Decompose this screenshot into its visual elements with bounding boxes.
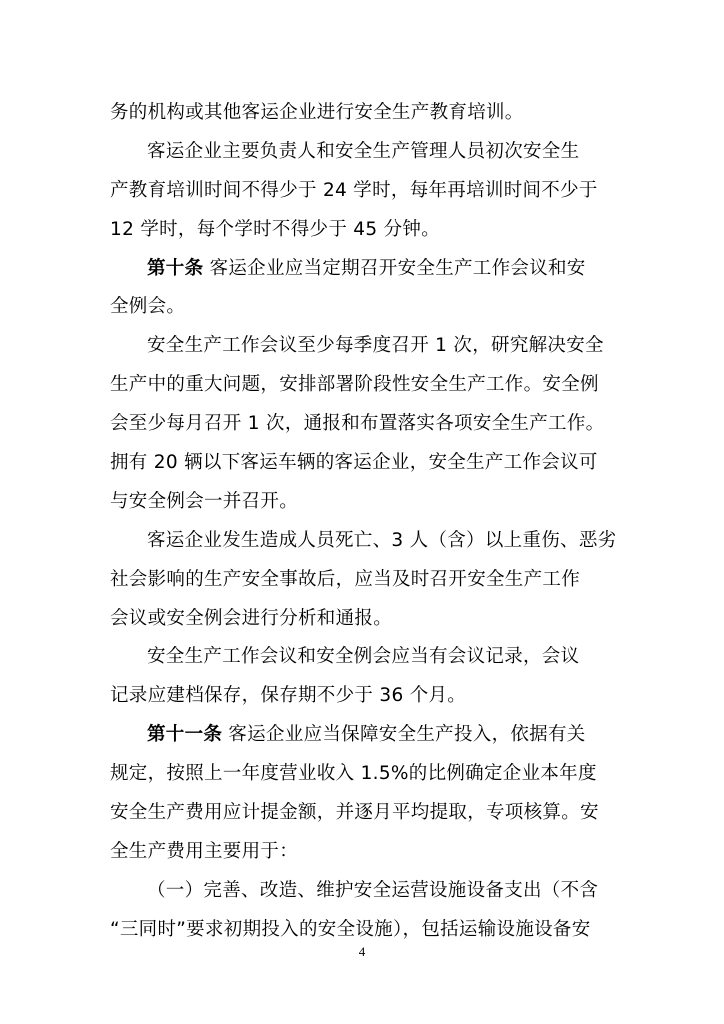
article-text: 客运企业应当保障安全生产投入，依据有关 [222,724,586,746]
text-line: 12 学时，每个学时不得少于 45 分钟。 [110,218,441,240]
text-line: 产教育培训时间不得少于 24 学时，每年再培训时间不少于 [110,179,598,201]
text-line: 务的机构或其他客运企业进行安全生产教育培训。 [110,102,524,123]
text-line: 安全生产费用应计提金额，并逐月平均提取，专项核算。安 [110,802,599,824]
article-heading: 第十条 [147,257,204,279]
text-line: 生产中的重大问题，安排部署阶段性安全生产工作。安全例 [110,374,599,396]
page-number: 4 [358,944,366,959]
text-line: 安全生产工作会议至少每季度召开 1 次，研究解决安全 [147,335,604,357]
text-line: 记录应建档保存，保存期不少于 36 个月。 [110,685,467,707]
text-line: 会议或安全例会进行分析和通报。 [110,607,393,629]
text-line: 规定，按照上一年度营业收入 1.5%的比例确定企业本年度 [110,763,597,785]
text-line: 客运企业发生造成人员死亡、3 人（含）以上重伤、恶劣 [147,529,617,551]
text-line: （一）完善、改造、维护安全运营设施设备支出（不含 [147,879,599,901]
article-10-line [110,250,616,289]
text-line: 全例会。 [110,296,186,318]
text-line: 会至少每月召开 1 次，通报和布置落实各项安全生产工作。 [110,413,605,435]
text-line: 与安全例会一并召开。 [110,490,299,512]
text-line: “三同时”要求初期投入的安全设施），包括运输设施设备安 [110,918,591,940]
text-line: 拥有 20 辆以下客运车辆的客运企业，安全生产工作会议可 [110,452,598,474]
document-page [110,94,616,950]
article-text: 客运企业应当定期召开安全生产工作会议和安 [203,257,586,279]
article-11-line [110,716,616,755]
text-line: 社会影响的生产安全事故后，应当及时召开安全生产工作 [110,568,581,590]
text-line: 全生产费用主要用于： [110,840,299,862]
article-heading: 第十一条 [147,724,223,746]
text-line: 客运企业主要负责人和安全生产管理人员初次安全生 [147,140,580,162]
text-line: 安全生产工作会议和安全例会应当有会议记录，会议 [147,646,580,668]
